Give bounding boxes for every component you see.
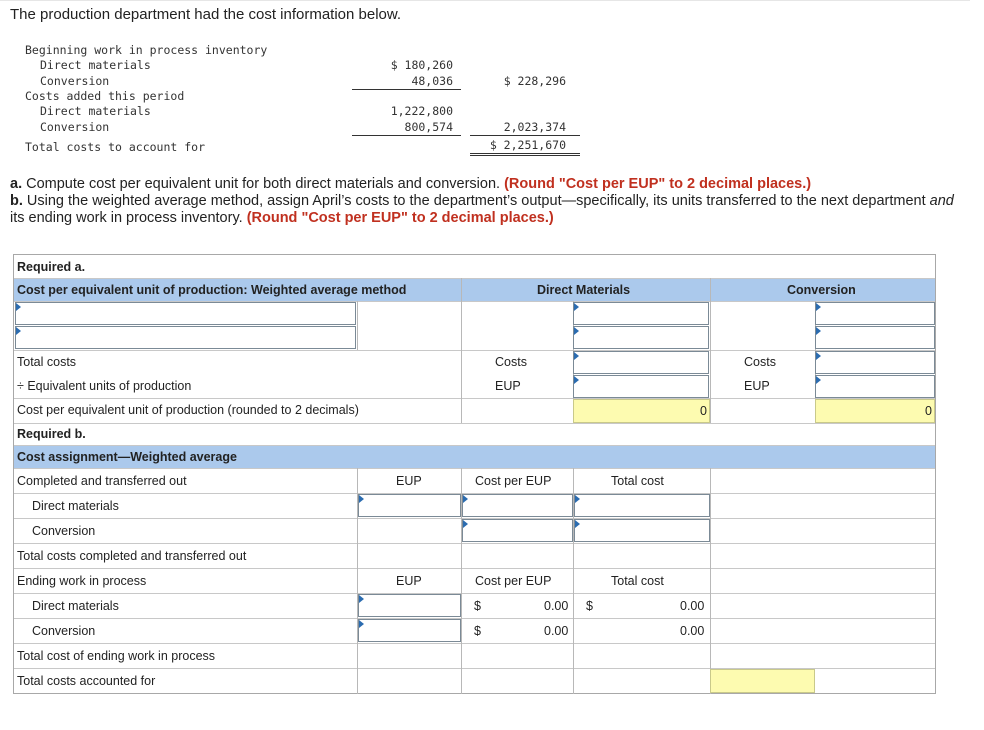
- dm-costs-input[interactable]: [573, 351, 709, 374]
- dm-input-2[interactable]: [573, 326, 709, 349]
- top-divider: [0, 0, 970, 1]
- conv-costs-label: Costs: [744, 355, 776, 369]
- ending-dm-cpe-value: 0.00: [544, 599, 569, 613]
- underline: [352, 135, 461, 136]
- cost-per-eup-col-label-2: Cost per EUP: [475, 574, 552, 588]
- conv-input-1[interactable]: [815, 302, 935, 325]
- beg-dm-value: $ 180,260: [390, 58, 453, 72]
- cost-per-eup-row-label: Cost per equivalent unit of production (rounded to 2 decimals): [17, 403, 359, 417]
- completed-conv-label: Conversion: [32, 524, 96, 538]
- eup-col-label: EUP: [396, 474, 422, 488]
- dm-cost-per-eup-result: [573, 399, 710, 423]
- req-a-label: Required a.: [17, 260, 86, 274]
- dm-input-1[interactable]: [573, 302, 709, 325]
- completed-dm-eup-input[interactable]: [358, 494, 461, 517]
- ending-dm-label: Direct materials: [32, 599, 119, 613]
- col-direct-materials: Direct Materials: [537, 283, 631, 297]
- completed-conv-cpe-input[interactable]: [462, 519, 573, 542]
- ending-dm-total-value: 0.00: [680, 599, 705, 613]
- add-conv-value: 800,574: [404, 120, 453, 134]
- conv-cost-per-eup-value: 0: [925, 404, 932, 418]
- intro-text: The production department had the cost information below.: [10, 6, 402, 23]
- req-a-header: Cost per equivalent unit of production: Weighted average method: [17, 283, 407, 297]
- col-conversion: Conversion: [787, 283, 856, 297]
- total-cost-col-label: Total cost: [611, 474, 664, 488]
- answer-grid: [13, 254, 936, 694]
- ending-conv-cpe-value: 0.00: [544, 624, 569, 638]
- ending-dm-eup-input[interactable]: [358, 594, 461, 617]
- completed-conv-total-input[interactable]: [574, 519, 710, 542]
- total-ending-label: Total cost of ending work in process: [17, 649, 216, 663]
- completed-dm-label: Direct materials: [32, 499, 119, 513]
- instructions: a. Compute cost per equivalent unit for both direct materials and conversion. (Round "Cost per EUP" to 2 decimal places.) b. Using the weighted average method, assign April’s costs to the department’s output—specifically, its units transferred to the next department and its ending work in process inventory. (Round "Cost per EUP" to 2 decimal places.): [10, 176, 954, 226]
- dm-cost-per-eup-value: 0: [700, 404, 707, 418]
- add-conv-label: Conversion: [40, 120, 110, 134]
- conv-costs-input[interactable]: [815, 351, 935, 374]
- add-dm-label: Direct materials: [40, 104, 151, 118]
- double-underline: [470, 153, 580, 154]
- eup-col-label-2: EUP: [396, 574, 422, 588]
- conv-cost-per-eup-result: [815, 399, 935, 423]
- dm-eup-input[interactable]: [573, 375, 709, 398]
- underline: [352, 89, 461, 90]
- req-b-header: Cost assignment—Weighted average: [17, 450, 237, 464]
- conv-eup-input[interactable]: [815, 375, 935, 398]
- total-accounted-result: [710, 669, 815, 693]
- dollar-sign: $: [586, 599, 593, 613]
- beg-conv-value: 48,036: [411, 74, 453, 88]
- costs-added-label: Costs added this period: [25, 89, 185, 103]
- label-input-2[interactable]: [15, 326, 356, 349]
- completed-dm-total-input[interactable]: [574, 494, 710, 517]
- add-total-value: 2,023,374: [503, 120, 566, 134]
- total-completed-label: Total costs completed and transferred out: [17, 549, 247, 563]
- underline: [470, 135, 580, 136]
- dm-eup-label: EUP: [495, 379, 521, 393]
- label-input-1[interactable]: [15, 302, 356, 325]
- dm-costs-label: Costs: [495, 355, 527, 369]
- total-costs-label: Total costs to account for: [25, 140, 206, 154]
- dollar-sign: $: [474, 624, 481, 638]
- conv-eup-label: EUP: [744, 379, 770, 393]
- beginning-wip-label: Beginning work in process inventory: [25, 43, 268, 57]
- total-cost-col-label-2: Total cost: [611, 574, 664, 588]
- beg-total-value: $ 228,296: [503, 74, 566, 88]
- ending-conv-label: Conversion: [32, 624, 96, 638]
- conv-input-2[interactable]: [815, 326, 935, 349]
- completed-dm-cpe-input[interactable]: [462, 494, 573, 517]
- ending-wip-label: Ending work in process: [17, 574, 147, 588]
- double-underline: [470, 155, 580, 156]
- dollar-sign: $: [474, 599, 481, 613]
- beg-conv-label: Conversion: [40, 74, 110, 88]
- beg-dm-label: Direct materials: [40, 58, 151, 72]
- ending-conv-eup-input[interactable]: [358, 619, 461, 642]
- completed-label: Completed and transferred out: [17, 474, 187, 488]
- grand-total-value: $ 2,251,670: [489, 138, 566, 152]
- req-b-label: Required b.: [17, 427, 86, 441]
- total-accounted-label: Total costs accounted for: [17, 674, 156, 688]
- total-costs-row-label: Total costs: [17, 355, 77, 369]
- add-dm-value: 1,222,800: [390, 104, 453, 118]
- ending-conv-total-value: 0.00: [680, 624, 705, 638]
- eup-row-label: ÷ Equivalent units of production: [17, 379, 192, 393]
- cost-per-eup-col-label: Cost per EUP: [475, 474, 552, 488]
